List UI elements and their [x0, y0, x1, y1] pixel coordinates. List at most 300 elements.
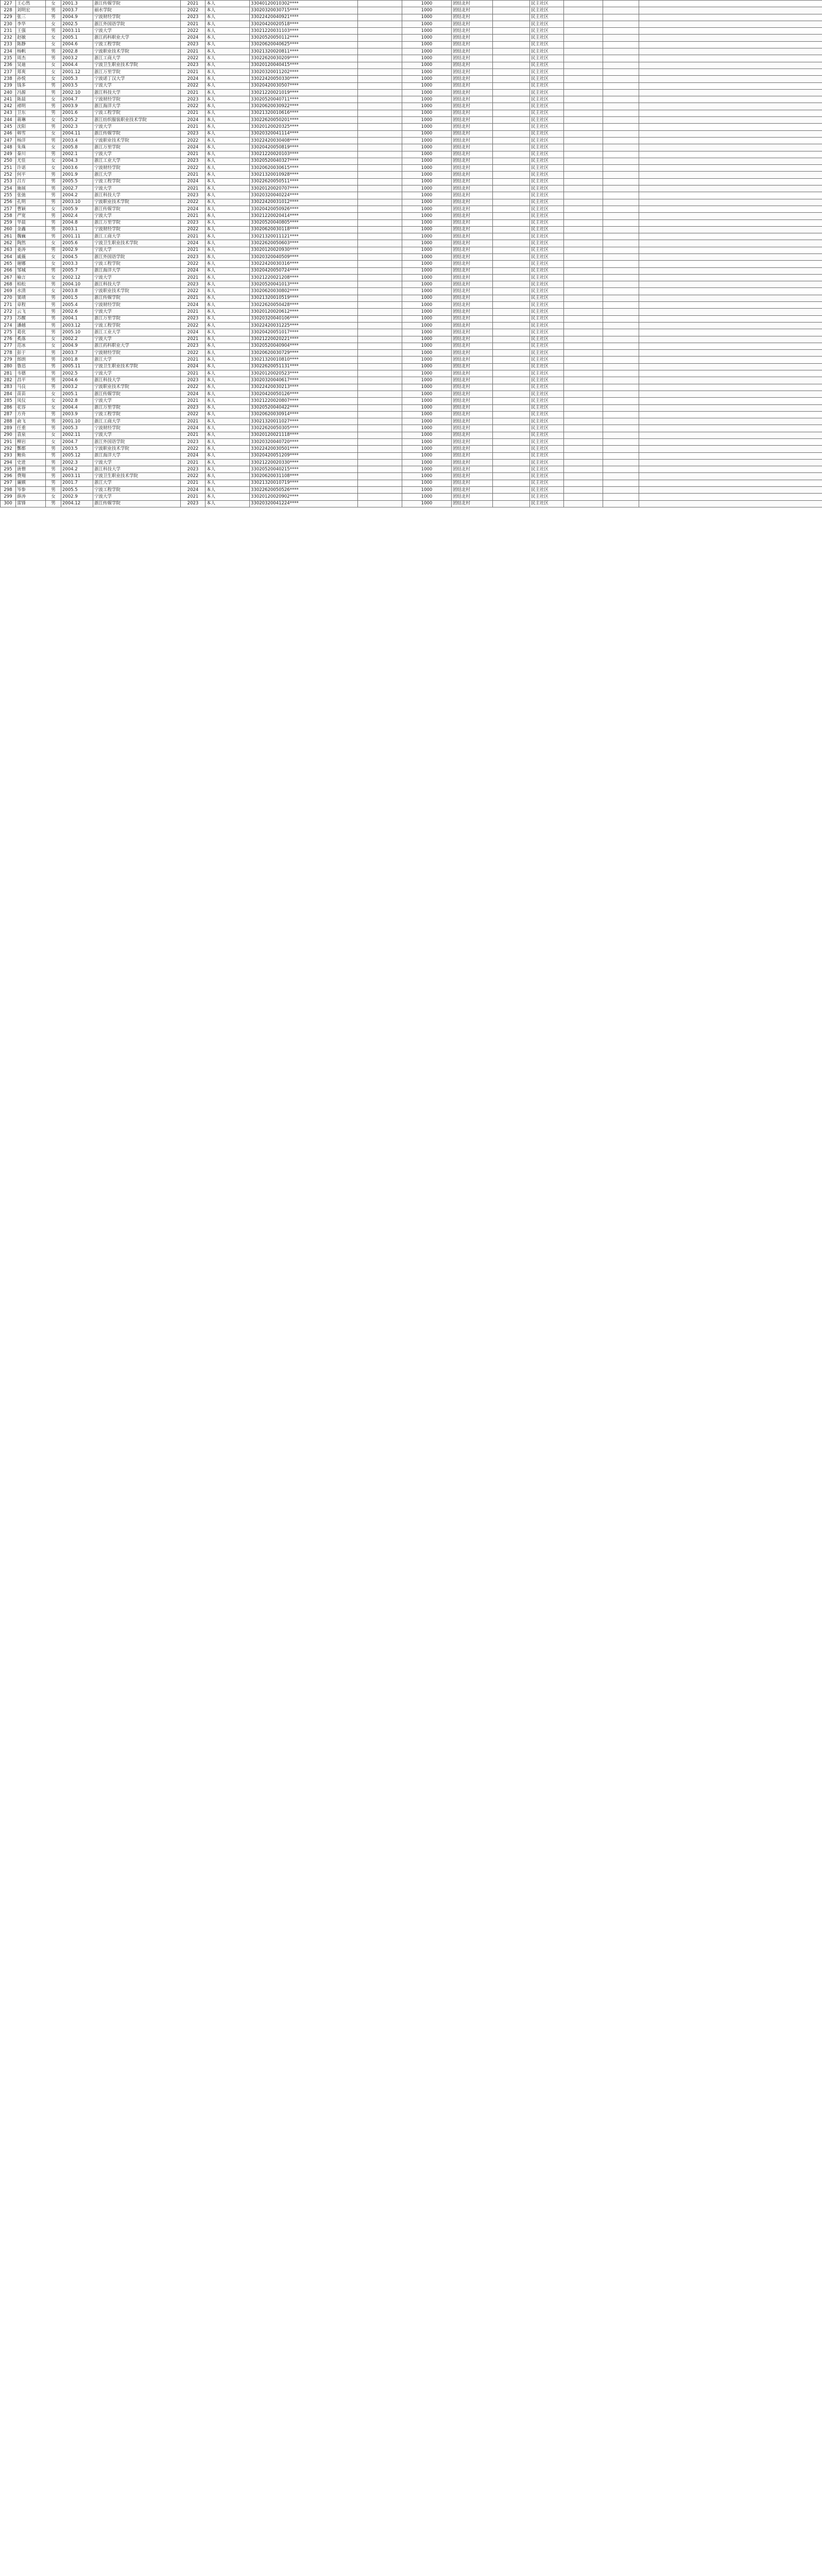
table-cell: [493, 322, 530, 329]
table-cell: 浙江工商大学: [93, 55, 181, 62]
table-cell: 刘明宏: [16, 7, 46, 14]
table-cell: 宁波财经学院: [93, 14, 181, 21]
table-cell: 团结北村: [452, 137, 493, 144]
table-cell: 本人: [206, 452, 250, 459]
table-cell: 1000: [402, 459, 452, 466]
table-cell: 鲍鱼: [16, 452, 46, 459]
table-cell: [639, 124, 822, 130]
table-cell: [493, 309, 530, 315]
table-cell: 33020520040327****: [250, 158, 358, 164]
table-cell: 2021: [181, 432, 206, 438]
table-cell: 民主社区: [530, 144, 564, 151]
table-cell: 宁波大学: [93, 82, 181, 89]
table-cell: [358, 96, 402, 103]
table-cell: 女: [46, 1, 61, 7]
table-cell: 249: [1, 151, 16, 158]
table-row: [1, 384, 822, 391]
table-cell: [358, 459, 402, 466]
table-cell: 254: [1, 185, 16, 192]
table-cell: 2002.9: [61, 494, 93, 500]
table-cell: 廉颇: [16, 480, 46, 486]
table-cell: [603, 82, 639, 89]
table-cell: 窦靖: [16, 295, 46, 301]
table-cell: 33020420050926****: [250, 206, 358, 212]
table-cell: [358, 295, 402, 301]
table-row: [1, 144, 822, 151]
table-cell: 1000: [402, 281, 452, 288]
table-cell: [603, 151, 639, 158]
table-cell: 2005.5: [61, 487, 93, 494]
table-cell: 团结北村: [452, 233, 493, 240]
table-cell: 民主社区: [530, 295, 564, 301]
table-row: [1, 377, 822, 384]
table-cell: 2021: [181, 89, 206, 96]
table-cell: 252: [1, 172, 16, 178]
table-cell: 2004.1: [61, 315, 93, 322]
table-cell: 291: [1, 439, 16, 446]
table-cell: [603, 446, 639, 452]
table-cell: [564, 96, 603, 103]
table-cell: 团结北村: [452, 315, 493, 322]
table-cell: 33022620050603****: [250, 240, 358, 247]
table-cell: 2005.1: [61, 391, 93, 397]
table-cell: 251: [1, 165, 16, 172]
table-cell: 本人: [206, 41, 250, 48]
table-cell: 宁波大学: [93, 247, 181, 253]
table-cell: 浙江大学: [93, 480, 181, 486]
table-cell: 葛优: [16, 329, 46, 336]
table-cell: 民主社区: [530, 199, 564, 206]
table-cell: [358, 247, 402, 253]
table-cell: 浙江海洋大学: [93, 452, 181, 459]
table-cell: [639, 82, 822, 89]
table-cell: 267: [1, 274, 16, 281]
table-cell: [639, 404, 822, 411]
table-cell: [493, 274, 530, 281]
table-cell: [493, 261, 530, 267]
table-cell: [358, 137, 402, 144]
table-cell: [358, 185, 402, 192]
table-cell: [639, 425, 822, 432]
table-cell: [603, 295, 639, 301]
table-cell: 2002.7: [61, 185, 93, 192]
table-cell: 2023: [181, 281, 206, 288]
table-cell: 李华: [16, 21, 46, 27]
table-cell: [564, 315, 603, 322]
table-cell: 1000: [402, 124, 452, 130]
table-cell: [639, 309, 822, 315]
table-row: [1, 117, 822, 124]
table-cell: 女: [46, 343, 61, 349]
table-cell: 33022420030408****: [250, 137, 358, 144]
table-cell: [603, 76, 639, 82]
table-cell: [639, 288, 822, 295]
table-cell: 团结北村: [452, 350, 493, 357]
table-cell: 民主社区: [530, 247, 564, 253]
table-cell: 严宽: [16, 213, 46, 219]
table-cell: 1000: [402, 82, 452, 89]
table-cell: [493, 219, 530, 226]
table-cell: 266: [1, 267, 16, 274]
table-cell: [639, 432, 822, 438]
table-cell: 33020120020325****: [250, 124, 358, 130]
table-row: [1, 267, 822, 274]
table-cell: [564, 411, 603, 418]
table-cell: [603, 494, 639, 500]
table-cell: [493, 144, 530, 151]
table-cell: [564, 309, 603, 315]
table-cell: [493, 411, 530, 418]
table-cell: 团结北村: [452, 302, 493, 309]
table-cell: 268: [1, 281, 16, 288]
table-cell: 陶然: [16, 240, 46, 247]
table-cell: 2023: [181, 377, 206, 384]
table-cell: 33022620050305****: [250, 425, 358, 432]
table-cell: [564, 165, 603, 172]
table-cell: [603, 7, 639, 14]
table-cell: 男: [46, 185, 61, 192]
table-cell: [603, 213, 639, 219]
table-cell: [639, 137, 822, 144]
table-cell: 33021320011027****: [250, 418, 358, 425]
table-cell: [639, 178, 822, 185]
table-row: [1, 404, 822, 411]
table-cell: 奚落: [16, 336, 46, 343]
table-cell: 宁波职业技术学院: [93, 199, 181, 206]
table-cell: 男: [46, 363, 61, 370]
table-cell: [639, 322, 822, 329]
table-cell: [358, 110, 402, 116]
table-cell: 男: [46, 487, 61, 494]
table-cell: 1000: [402, 130, 452, 137]
table-cell: 团结北村: [452, 411, 493, 418]
table-cell: [603, 384, 639, 391]
table-cell: [603, 439, 639, 446]
table-cell: 男: [46, 267, 61, 274]
table-cell: 2005.7: [61, 267, 93, 274]
table-cell: 本人: [206, 494, 250, 500]
table-cell: 男: [46, 178, 61, 185]
table-row: [1, 281, 822, 288]
table-cell: 2021: [181, 370, 206, 377]
table-cell: [564, 384, 603, 391]
table-row: [1, 14, 822, 21]
table-cell: [564, 151, 603, 158]
table-cell: 2004.6: [61, 41, 93, 48]
table-cell: 本人: [206, 329, 250, 336]
table-cell: 团结北村: [452, 357, 493, 363]
table-cell: 本人: [206, 391, 250, 397]
table-cell: [639, 370, 822, 377]
table-cell: 247: [1, 137, 16, 144]
table-cell: [564, 459, 603, 466]
table-cell: [493, 165, 530, 172]
table-cell: 2002.10: [61, 89, 93, 96]
table-cell: 289: [1, 425, 16, 432]
table-cell: 男: [46, 411, 61, 418]
table-cell: 宁波工程学院: [93, 322, 181, 329]
table-cell: [639, 487, 822, 494]
table-cell: 凤仪: [16, 398, 46, 404]
table-cell: 2024: [181, 117, 206, 124]
table-cell: [358, 89, 402, 96]
table-row: [1, 165, 822, 172]
table-cell: 2005.3: [61, 76, 93, 82]
table-cell: 33020520040904****: [250, 343, 358, 349]
table-cell: [358, 158, 402, 164]
table-cell: 本人: [206, 21, 250, 27]
table-cell: 1000: [402, 480, 452, 486]
table-cell: 男: [46, 172, 61, 178]
table-cell: 浙江工业大学: [93, 158, 181, 164]
table-cell: 岑参: [16, 487, 46, 494]
table-cell: [639, 439, 822, 446]
table-cell: [639, 199, 822, 206]
table-cell: [564, 233, 603, 240]
table-cell: 2001.10: [61, 418, 93, 425]
table-cell: [603, 425, 639, 432]
table-cell: 本人: [206, 411, 250, 418]
table-cell: 宁波大学: [93, 124, 181, 130]
table-cell: [639, 158, 822, 164]
table-cell: 2002.12: [61, 274, 93, 281]
table-cell: 1000: [402, 309, 452, 315]
table-cell: 宁波工程学院: [93, 41, 181, 48]
table-cell: 昌平: [16, 377, 46, 384]
table-cell: 民主社区: [530, 226, 564, 233]
table-cell: [603, 124, 639, 130]
table-cell: [603, 165, 639, 172]
table-row: [1, 89, 822, 96]
table-cell: [564, 446, 603, 452]
table-cell: [564, 302, 603, 309]
table-cell: 33020620040625****: [250, 41, 358, 48]
table-cell: [493, 432, 530, 438]
table-cell: 本人: [206, 192, 250, 199]
table-cell: 本人: [206, 158, 250, 164]
table-cell: [564, 247, 603, 253]
table-cell: 本人: [206, 35, 250, 41]
table-cell: 马良: [16, 384, 46, 391]
table-cell: 295: [1, 466, 16, 473]
table-cell: 费翔: [16, 473, 46, 480]
table-cell: 本人: [206, 28, 250, 35]
table-cell: 团结北村: [452, 446, 493, 452]
table-cell: 团结北村: [452, 274, 493, 281]
table-cell: [639, 473, 822, 480]
table-cell: 1000: [402, 315, 452, 322]
table-cell: 33020520050112****: [250, 35, 358, 41]
table-cell: 33021320011121****: [250, 233, 358, 240]
table-cell: 33020620030922****: [250, 103, 358, 110]
table-cell: [358, 267, 402, 274]
table-cell: 宁波大学: [93, 459, 181, 466]
table-cell: 民主社区: [530, 329, 564, 336]
table-cell: 范冰: [16, 343, 46, 349]
table-cell: 男: [46, 446, 61, 452]
table-cell: 团结北村: [452, 219, 493, 226]
table-cell: [358, 192, 402, 199]
table-cell: 2005.1: [61, 35, 93, 41]
table-cell: 民主社区: [530, 473, 564, 480]
table-cell: [639, 172, 822, 178]
table-cell: [603, 404, 639, 411]
table-cell: 273: [1, 315, 16, 322]
table-cell: 2022: [181, 7, 206, 14]
table-cell: 本人: [206, 336, 250, 343]
table-cell: 2001.12: [61, 69, 93, 75]
table-cell: [639, 110, 822, 116]
table-cell: 2024: [181, 144, 206, 151]
table-cell: 33020620030118****: [250, 226, 358, 233]
table-cell: 民主社区: [530, 28, 564, 35]
table-cell: [639, 281, 822, 288]
table-cell: 本人: [206, 89, 250, 96]
table-cell: 2003.4: [61, 137, 93, 144]
table-cell: [603, 466, 639, 473]
table-cell: [564, 253, 603, 260]
table-cell: 1000: [402, 398, 452, 404]
table-cell: 民主社区: [530, 178, 564, 185]
table-cell: 民主社区: [530, 322, 564, 329]
table-cell: 284: [1, 391, 16, 397]
table-cell: [493, 14, 530, 21]
table-cell: 女: [46, 130, 61, 137]
table-cell: [639, 446, 822, 452]
table-cell: 民主社区: [530, 69, 564, 75]
table-cell: [603, 391, 639, 397]
table-cell: [603, 14, 639, 21]
table-cell: 本人: [206, 14, 250, 21]
table-cell: 女: [46, 165, 61, 172]
table-cell: 233: [1, 41, 16, 48]
table-cell: 浙江传媒学院: [93, 500, 181, 507]
table-cell: 33020520040805****: [250, 219, 358, 226]
table-cell: [493, 103, 530, 110]
table-cell: [493, 473, 530, 480]
table-cell: 2004.4: [61, 62, 93, 69]
table-cell: 杨帆: [16, 48, 46, 55]
table-cell: 团结北村: [452, 459, 493, 466]
table-cell: 团结北村: [452, 439, 493, 446]
table-cell: 33020520040215****: [250, 466, 358, 473]
table-cell: 2004.10: [61, 281, 93, 288]
table-cell: [603, 267, 639, 274]
table-cell: [493, 370, 530, 377]
table-cell: [358, 1, 402, 7]
table-cell: [639, 329, 822, 336]
table-cell: [639, 219, 822, 226]
table-cell: 259: [1, 219, 16, 226]
table-cell: 2023: [181, 315, 206, 322]
table-cell: [639, 480, 822, 486]
table-cell: 宁波大学: [93, 370, 181, 377]
table-cell: 女: [46, 117, 61, 124]
table-cell: [358, 226, 402, 233]
table-cell: 2004.11: [61, 130, 93, 137]
table-cell: [493, 199, 530, 206]
table-cell: 浙江传媒学院: [93, 295, 181, 301]
table-cell: 33022620050201****: [250, 117, 358, 124]
table-cell: 团结北村: [452, 480, 493, 486]
table-cell: [358, 446, 402, 452]
table-cell: [603, 158, 639, 164]
table-cell: 丽水学院: [93, 7, 181, 14]
table-cell: [358, 28, 402, 35]
table-cell: [639, 240, 822, 247]
table-cell: 2021: [181, 233, 206, 240]
table-cell: 团结北村: [452, 1, 493, 7]
table-cell: 2021: [181, 48, 206, 55]
table-cell: 278: [1, 350, 16, 357]
table-cell: 2022: [181, 384, 206, 391]
table-cell: 1000: [402, 404, 452, 411]
table-cell: 250: [1, 158, 16, 164]
table-cell: 团结北村: [452, 487, 493, 494]
table-cell: 潘越: [16, 322, 46, 329]
table-cell: 2021: [181, 21, 206, 27]
table-cell: 239: [1, 82, 16, 89]
table-cell: 2022: [181, 28, 206, 35]
table-cell: 民主社区: [530, 500, 564, 507]
table-cell: [358, 500, 402, 507]
table-cell: 浙江科技大学: [93, 192, 181, 199]
table-row: [1, 363, 822, 370]
table-cell: [358, 377, 402, 384]
table-cell: 1000: [402, 14, 452, 21]
table-cell: [564, 185, 603, 192]
table-cell: 本人: [206, 459, 250, 466]
table-cell: 宁波卫生职业技术学院: [93, 473, 181, 480]
table-cell: 金鑫: [16, 226, 46, 233]
table-cell: 248: [1, 144, 16, 151]
table-cell: 民主社区: [530, 274, 564, 281]
table-row: [1, 466, 822, 473]
table-cell: 民主社区: [530, 158, 564, 164]
table-cell: [493, 226, 530, 233]
table-cell: [564, 487, 603, 494]
table-cell: 宁波工程学院: [93, 178, 181, 185]
table-cell: 民主社区: [530, 62, 564, 69]
table-cell: 民主社区: [530, 452, 564, 459]
table-cell: [564, 439, 603, 446]
table-cell: 2022: [181, 199, 206, 206]
table-cell: [564, 14, 603, 21]
table-cell: 2002.8: [61, 48, 93, 55]
table-cell: 265: [1, 261, 16, 267]
table-cell: 本人: [206, 404, 250, 411]
table-cell: 300: [1, 500, 16, 507]
table-cell: 团结北村: [452, 377, 493, 384]
table-cell: 华晨: [16, 219, 46, 226]
table-cell: 宁波大学: [93, 398, 181, 404]
table-cell: 234: [1, 48, 16, 55]
table-cell: 杨洋: [16, 137, 46, 144]
table-row: [1, 82, 822, 89]
table-cell: 民主社区: [530, 377, 564, 384]
table-cell: 宁波财经学院: [93, 96, 181, 103]
table-cell: 2021: [181, 398, 206, 404]
table-cell: 团结北村: [452, 103, 493, 110]
table-cell: 男: [46, 281, 61, 288]
table-cell: 民主社区: [530, 172, 564, 178]
table-cell: 本人: [206, 322, 250, 329]
table-cell: 民主社区: [530, 130, 564, 137]
table-cell: 本人: [206, 487, 250, 494]
table-cell: 男: [46, 295, 61, 301]
table-cell: [639, 391, 822, 397]
table-cell: 2024: [181, 35, 206, 41]
